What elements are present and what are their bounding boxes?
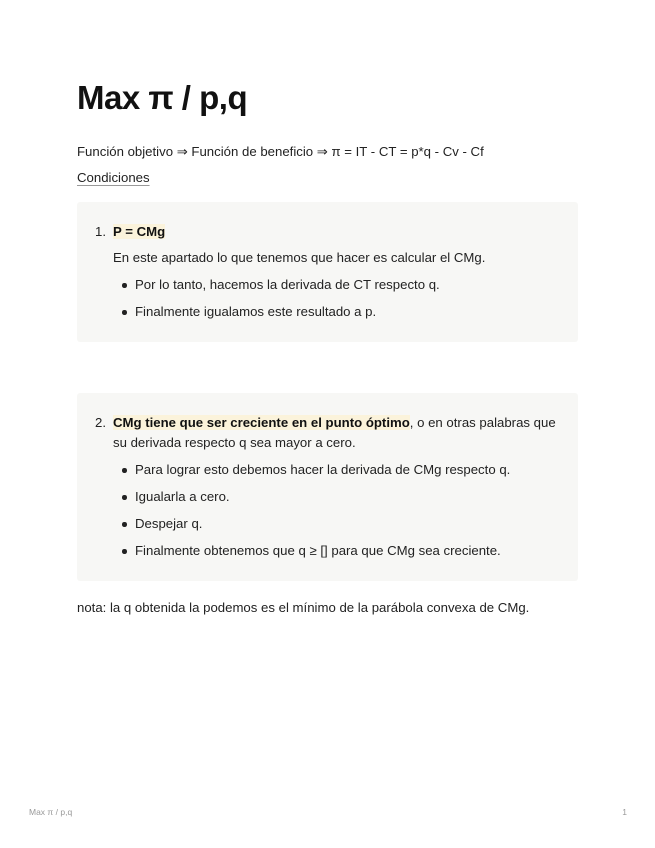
condition-callout-2: [77, 393, 578, 581]
condition-heading-rest: , o en otras palabras que su derivada respecto q sea mayor a cero.: [113, 415, 556, 450]
note-text: nota: la q obtenida la podemos es el mínimo de la parábola convexa de CMg.: [77, 600, 530, 615]
bullet-list: [113, 460, 560, 561]
bullet-list: [113, 275, 560, 322]
condition-heading: CMg tiene que ser creciente en el punto óptimo: [113, 415, 410, 430]
conditions-link[interactable]: Condiciones: [77, 170, 150, 185]
condition-heading: P = CMg: [113, 224, 166, 239]
objective-function-text: Función objetivo ⇒ Función de beneficio ⇒ π = IT - CT = p*q - Cv - Cf: [77, 144, 484, 159]
list-item: Despejar q.: [113, 514, 560, 534]
list-item: Para lograr esto debemos hacer la derivada de CMg respecto q.: [113, 460, 560, 480]
list-item: Igualarla a cero.: [113, 487, 560, 507]
list-number: 2.: [95, 415, 106, 430]
numbered-item-2: [95, 413, 560, 561]
list-item: Por lo tanto, hacemos la derivada de CT respecto q.: [113, 275, 560, 295]
numbered-item-1: [95, 222, 560, 322]
page-title: Max π / p,q: [77, 79, 248, 116]
condition-paragraph: En este apartado lo que tenemos que hacer es calcular el CMg.: [113, 250, 486, 265]
footer-title: Max π / p,q: [29, 807, 73, 817]
condition-callout-1: [77, 202, 578, 342]
list-number: 1.: [95, 224, 106, 239]
list-item: Finalmente igualamos este resultado a p.: [113, 302, 560, 322]
list-item: Finalmente obtenemos que q ≥ [] para que CMg sea creciente.: [113, 541, 560, 561]
footer-page-number: 1: [622, 807, 627, 817]
